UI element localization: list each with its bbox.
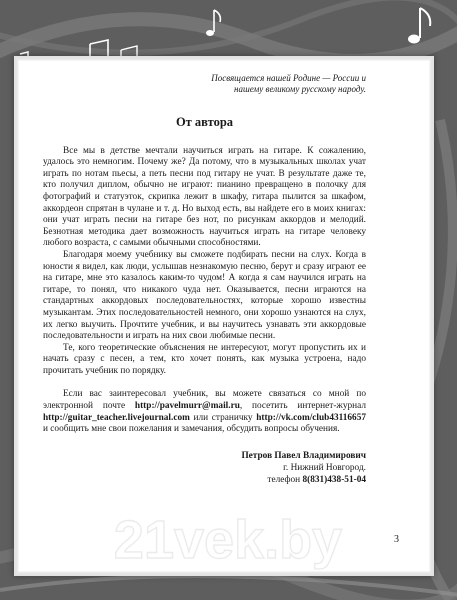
phone-number: 8(831)438-51-04 (302, 475, 366, 486)
paragraph-4-text-d: и сообщить мне свои пожелания и замечания, обсудить вопросы обучения. (43, 424, 340, 435)
paragraph-4-text-b: , посетить интернет-журнал (239, 401, 366, 412)
paragraph-3: Те, кого теоретические объяснения не интересуют, могут пропустить их и начать сразу с песен, а тем, кто хочет понять, как музыка устроена, надо прочитать учебник по порядку. (43, 342, 366, 376)
dedication-line-2: нашему великому русскому народу. (234, 84, 366, 94)
section-title: От автора (175, 115, 234, 129)
paragraph-1: Все мы в детстве мечтали научиться играть на гитаре. К сожалению, удалось это немногим. Почему же? Да потому, что в музыкальных школах учат играть по нотам пьесы, а петь песни под гитару не учат. В результате даже те, кто получил диплом, обычно не играют: пианино превращено в полочку для фотографий и статуэток, скрипка лежит в шкафу, гитара пылится за шкафом, аккордеон спрятан в чулане и т. д. Но выход есть, вы найдете его в моих книгах: они учат играть песни на гитаре без нот, по рисункам аккордов и мелодий. Безнотная методика дает возможность научиться играть на гитаре человеку любого возраста, с самыми обычными способностями. (43, 145, 366, 249)
page-number: 3 (394, 534, 399, 545)
vk-link[interactable]: http://vk.com/club43116657 (256, 412, 366, 423)
paragraph-4-text-c: или страничку (189, 412, 257, 423)
music-note-icon (400, 6, 436, 50)
page-content (43, 73, 366, 487)
paragraph-2: Благодаря моему учебнику вы сможете подбирать песни на слух. Когда в юности я видел, как люди, услышав незнакомую песню, берут и сразу играют ее на гитаре, мне это казалось каким-то чудом! А когда я сам научился играть на гитаре, то понял, что никакого чуда нет. Оказывается, песни играются на стандартных аккордовых последовательностях, которые хорошо известны музыкантам. Этих последовательностей немного, они хорошо узнаются на слух, их легко выучить. Прочтите учебник, и вы научитесь узнавать эти аккордовые последовательности и играть на них свои любимые песни. (43, 249, 366, 342)
email-link[interactable]: http://pavelmurr@mail.ru (134, 401, 240, 412)
music-note-icon (200, 8, 226, 40)
phone-label: телефон (267, 475, 303, 486)
signature (43, 450, 366, 487)
watermark (0, 500, 457, 580)
svg-text:21vek.by: 21vek.by (113, 510, 343, 570)
author-city: г. Нижний Новгород. (283, 463, 366, 474)
paragraph-4 (43, 389, 366, 435)
dedication (43, 73, 366, 95)
paragraph-4-text-a: Если вас заинтересовал учебник, вы можете связаться со мной по электронной почте (43, 389, 366, 412)
journal-link[interactable]: http://guitar_teacher.livejournal.com (43, 412, 190, 423)
dedication-line-1: Посвящается нашей Родине — России и (211, 73, 366, 83)
author-name: Петров Павел Владимирович (241, 450, 366, 461)
author-phone (43, 474, 366, 486)
